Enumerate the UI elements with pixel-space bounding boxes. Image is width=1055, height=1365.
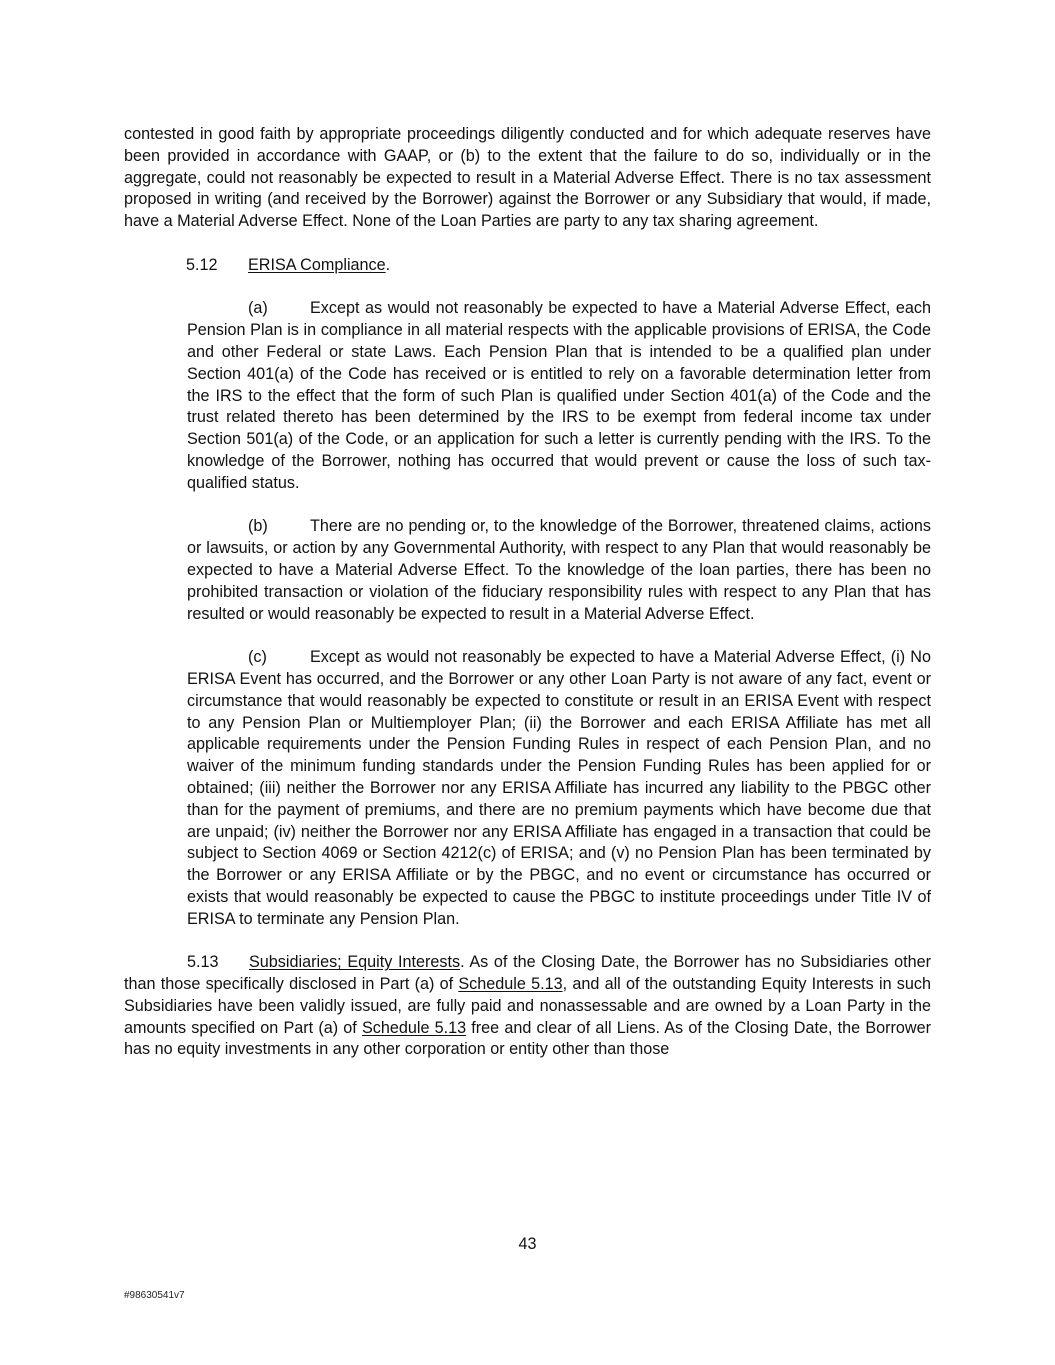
section-5-12-title-suffix: . — [385, 255, 391, 274]
erisa-item-a-label: (a) — [248, 299, 268, 318]
section-5-12-heading — [186, 255, 931, 277]
intro-paragraph: contested in good faith by appropriate proceedings diligently conducted and for which adequate reserves have been provided in accordance with GAAP, or (b) to the extent that the failure to do so, individually or in the aggregate, could not reasonably be expected to result in a Material Adverse Effect. There is no tax assessment proposed in writing (and received by the Borrower) against the Borrower or any Subsidiary that would, if made, have a Material Adverse Effect. None of the Loan Parties are party to any tax sharing agreement. — [124, 125, 931, 231]
erisa-item-a — [187, 298, 931, 494]
schedule-5-13-reference-1: Schedule 5.13 — [458, 975, 563, 994]
schedule-5-13-reference-2: Schedule 5.13 — [361, 1018, 467, 1037]
erisa-item-c — [187, 647, 931, 930]
section-5-13-number: 5.13 — [187, 953, 219, 972]
section-5-12-title: ERISA Compliance — [248, 255, 386, 274]
erisa-item-b-label: (b) — [248, 517, 268, 536]
erisa-item-c-label: (c) — [248, 648, 267, 667]
erisa-item-b-text: There are no pending or, to the knowledge of the Borrower, threatened claims, actions or lawsuits, or action by any Governmental Authority, with respect to any Plan that would reasonably be expected to have a Material Adverse Effect. To the knowledge of the loan parties, there has been no prohibited transaction or violation of the fiduciary responsibility rules with respect to any Plan that has resulted or would reasonably be expected to result in a Material Adverse Effect. — [187, 517, 931, 623]
section-5-13-text-3: free and clear of all Liens. As of the Closing Date, the Borrower has no equity investments in any other corporation or entity other than those — [124, 1018, 931, 1059]
document-id: #98630541v7 — [124, 1290, 185, 1301]
section-5-13-text-2: , and all of the outstanding Equity Interests in such Subsidiaries have been validly issued, are fully paid and nonassessable and are owned by a Loan Party in the amounts specified on Part (a) of — [124, 975, 932, 1037]
erisa-item-c-text: Except as would not reasonably be expected to have a Material Adverse Effect, (i) No ERISA Event has occurred, and the Borrower or any other Loan Party is not aware of any fact, event or circumstance that would reasonably be expected to constitute or result in an ERISA Event with respect to any Pension Plan or Multiemployer Plan; (ii) the Borrower and each ERISA Affiliate has met all applicable requirements under the Pension Funding Rules in respect of each Pension Plan, and no waiver of the minimum funding standards under the Pension Funding Rules has been applied for or obtained; (iii) neither the Borrower nor any ERISA Affiliate has incurred any liability to the PBGC other than for the payment of premiums, and there are no premium payments which have become due that are unpaid; (iv) neither the Borrower nor any ERISA Affiliate has engaged in a transaction that could be subject to Section 4069 or Section 4212(c) of ERISA; and (v) no Pension Plan has been terminated by the Borrower or any ERISA Affiliate or by the PBGC, and no event or circumstance has occurred or exists that would reasonably be expected to cause the PBGC to institute proceedings under Title IV of ERISA to terminate any Pension Plan. — [187, 648, 931, 928]
document-body — [124, 124, 931, 1061]
page-number: 43 — [518, 1235, 537, 1253]
erisa-item-b — [187, 516, 931, 625]
section-5-13-text-1: . As of the Closing Date, the Borrower has no Subsidiaries other than those specifically disclosed in Part (a) of — [124, 953, 931, 994]
erisa-item-a-text: Except as would not reasonably be expected to have a Material Adverse Effect, each Pension Plan is in compliance in all material respects with the applicable provisions of ERISA, the Code and other Federal or state Laws. Each Pension Plan that is intended to be a qualified plan under Section 401(a) of the Code has received or is entitled to rely on a favorable determination letter from the IRS to the effect that the form of such Plan is qualified under Section 401(a) of the Code and the trust related thereto has been determined by the IRS to be exempt from federal income tax under Section 501(a) of the Code, or an application for such a letter is currently pending with the IRS. To the knowledge of the Borrower, nothing has occurred that would prevent or cause the loss of such tax-qualified status. — [187, 299, 931, 492]
section-5-13-title: Subsidiaries; Equity Interests — [249, 953, 461, 972]
section-5-13-paragraph — [124, 952, 931, 1061]
section-5-12-number: 5.12 — [186, 255, 218, 274]
